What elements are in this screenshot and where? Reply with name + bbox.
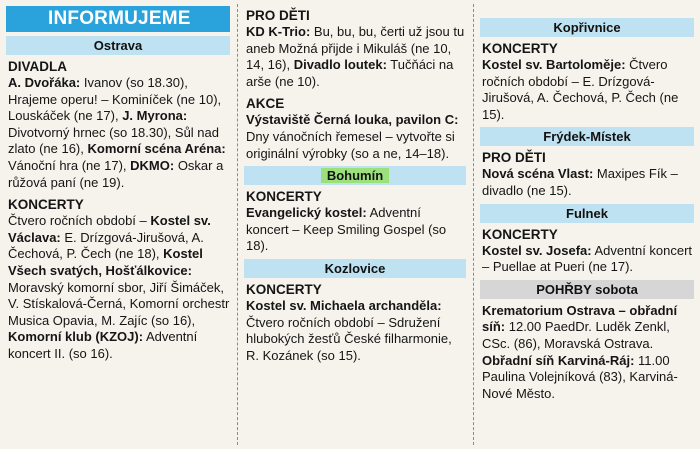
kozlovice-listing: Kostel sv. Michaela archanděla: Čtvero ročních období – Sdružení hlubokých žesťů České filharmonie, R. Kozánek (so 15). [246,297,452,363]
region-band-pohrby: POHŘBY sobota [480,280,694,299]
region-band-bohumin: Bohumín [244,166,466,185]
pohrby-listing: Krematorium Ostrava – obřadní síň: 12.00 PaedDr. Luděk Zenkl, CSc. (86), Moravská Ostrava. Obřadní síň Karviná-Ráj: 11.00 Paulina Volejníková (83), Karviná-Nové Město. [482,302,678,401]
divadla-listing: A. Dvořáka: Ivanov (so 18.30), Hrajeme operu! – Kominíček (ne 10), Louskáček (ne 17), J. Myrona: Divotvorný hrnec (so 18.30), Sůl nad zlato (ne 16), Komorní scéna Aréna: Vánoční hra (ne 17), DKMO: Oskar a růžová paní (ne 19). [8,75,226,190]
region-band-frydek-mistek: Frýdek-Místek [480,127,694,146]
column-divider [473,4,474,445]
region-band-ostrava: Ostrava [6,36,230,55]
pro-deti-listing: KD K-Trio: Bu, bu, bu, čerti už jsou tu aneb Možná přijde i Mikuláš (ne 10, 14, 16), Divadlo loutek: Tučňáci na arše (ne 10). [246,24,465,89]
column-3 [480,14,694,402]
column-divider [237,4,238,445]
fulnek-listing: Kostel sv. Josefa: Adventní koncert – Puellae at Pueri (ne 17). [482,242,693,275]
column-2 [244,6,466,364]
koprivnice-listing: Kostel sv. Bartoloměje: Čtvero ročních období – E. Drízgová-Jirušová, A. Čechová, P. Čech (ne 15). [482,57,679,122]
heading-koncerty: KONCERTY [482,226,558,242]
bohumin-listing: Evangelický kostel: Adventní koncert – Keep Smiling Gospel (so 18). [246,205,447,254]
heading-koncerty: KONCERTY [246,281,322,297]
heading-pro-deti: PRO DĚTI [246,8,310,23]
koncerty-listing: Čtvero ročních období – Kostel sv. Václava: E. Drízgová-Jirušová, A. Čechová, P. Čech (ne 18), Kostel Všech svatých, Hošťálkovice: Moravský komorní sbor, Jiří Šimáček, V. Stískalová-Černá, Komorní orchestr Musica Opavia, M. Zajíc (so 16), Komorní klub (KZOJ): Adventní koncert II. (so 16). [8,213,230,361]
region-band-kozlovice: Kozlovice [244,259,466,278]
heading-divadla: DIVADLA [8,59,67,74]
heading-pro-deti: PRO DĚTI [482,150,546,166]
frydek-listing: Nová scéna Vlast: Maxipes Fík – divadlo (ne 15). [482,166,678,198]
region-band-koprivnice: Kopřivnice [480,18,694,37]
heading-akce: AKCE [246,96,285,112]
section-title: INFORMUJEME [6,6,230,32]
heading-koncerty: KONCERTY [482,41,558,56]
heading-koncerty: KONCERTY [246,189,322,205]
akce-listing: Výstaviště Černá louka, pavilon C: Dny vánočních řemesel – vytvořte si originální výrobky (so a ne, 14–18). [246,112,459,161]
column-1 [6,0,230,363]
heading-koncerty: KONCERTY [8,197,84,213]
region-band-fulnek: Fulnek [480,204,694,223]
